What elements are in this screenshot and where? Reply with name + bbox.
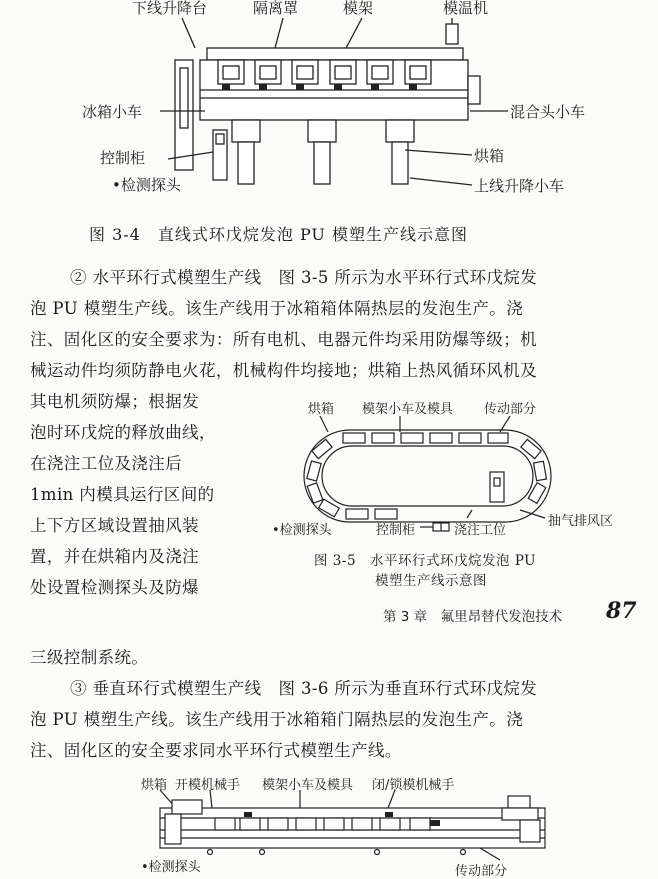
label-transmission: 传动部分 — [484, 402, 537, 417]
label-mixhead-cart: 混合头小车 — [510, 103, 586, 121]
text-line: 1min 内模具运行区间的 — [30, 485, 215, 504]
label-detector: •检测探头 — [112, 176, 181, 194]
label-exhaust-zone: 抽气排风区 — [548, 514, 614, 529]
text-line: ③ 垂直环行式模塑生产线 图 3-6 所示为垂直环行式环戊烷发 — [70, 679, 538, 698]
caption-line: 图 3-5 水平环行式环戊烷发泡 PU — [314, 553, 537, 569]
label-oven: 烘箱 — [141, 778, 168, 793]
text-line: 上下方区域设置抽风装 — [30, 516, 199, 535]
text-line: 在浇注工位及浇注后 — [30, 454, 183, 473]
page-number: 87 — [606, 598, 637, 624]
running-footer: 第 3 章 氟里昂替代发泡技术 — [383, 609, 563, 625]
label-mold-cart: 模架小车及模具 — [362, 402, 454, 417]
text-line: 处设置检测探头及防爆 — [30, 578, 199, 597]
paragraph-vertical-line — [30, 642, 640, 766]
label-detector: •检测探头 — [141, 860, 201, 875]
text-line: ② 水平环行式模塑生产线 图 3-5 所示为水平环行式环戊烷发 — [70, 268, 538, 287]
label-oven: 烘箱 — [308, 402, 335, 417]
label-mold-frame: 模架 — [343, 0, 374, 17]
figure-3-4-caption: 图 3-4 直线式环戊烷发泡 PU 模塑生产线示意图 — [89, 225, 468, 244]
text-line: 注、固化区的安全要求为：所有电机、电器元件均采用防爆等级；机 — [30, 330, 537, 349]
text-line: 三级控制系统。 — [30, 648, 149, 667]
label-detector: •检测探头 — [272, 523, 332, 538]
paragraph-horizontal-line — [30, 262, 640, 386]
label-fridge-cart: 冰箱小车 — [82, 103, 143, 121]
label-close-lock-manipulator: 闭/锁模机械手 — [372, 778, 455, 793]
label-online-lift-cart: 上线升降小车 — [474, 177, 565, 195]
text-line: 泡 PU 模塑生产线。该生产线用于冰箱箱体隔热层的发泡生产。浇 — [30, 299, 524, 318]
label-isolation-cover: 隔离罩 — [253, 0, 299, 17]
label-control-cabinet: 控制柜 — [100, 149, 146, 167]
label-offline-lift: 下线升降台 — [132, 0, 208, 17]
label-pour-station: 浇注工位 — [454, 523, 507, 538]
caption-line: 模塑生产线示意图 — [375, 573, 487, 589]
label-control-cabinet: 控制柜 — [376, 523, 416, 538]
label-open-manipulator: 开模机械手 — [175, 778, 241, 793]
text-line: 置，并在烘箱内及浇注 — [30, 547, 199, 566]
label-mold-thermometer: 模温机 — [443, 0, 489, 17]
figure-3-5-caption — [314, 551, 536, 591]
text-line: 注、固化区的安全要求同水平环行式模塑生产线。 — [30, 741, 402, 760]
fig36-drawing — [0, 788, 658, 868]
text-line: 械运动件均须防静电火花，机械构件均接地；烘箱上热风循环风机及 — [30, 361, 537, 380]
label-transmission-partial: 传动部分 — [455, 864, 508, 879]
label-oven: 烘箱 — [474, 147, 505, 165]
text-line: 其电机须防爆；根据发 — [30, 392, 199, 411]
text-line: 泡 PU 模塑生产线。该生产线用于冰箱箱门隔热层的发泡生产。浇 — [30, 710, 524, 729]
text-line: 泡时环戊烷的释放曲线， — [30, 423, 216, 442]
label-mold-cart: 模架小车及模具 — [262, 778, 354, 793]
